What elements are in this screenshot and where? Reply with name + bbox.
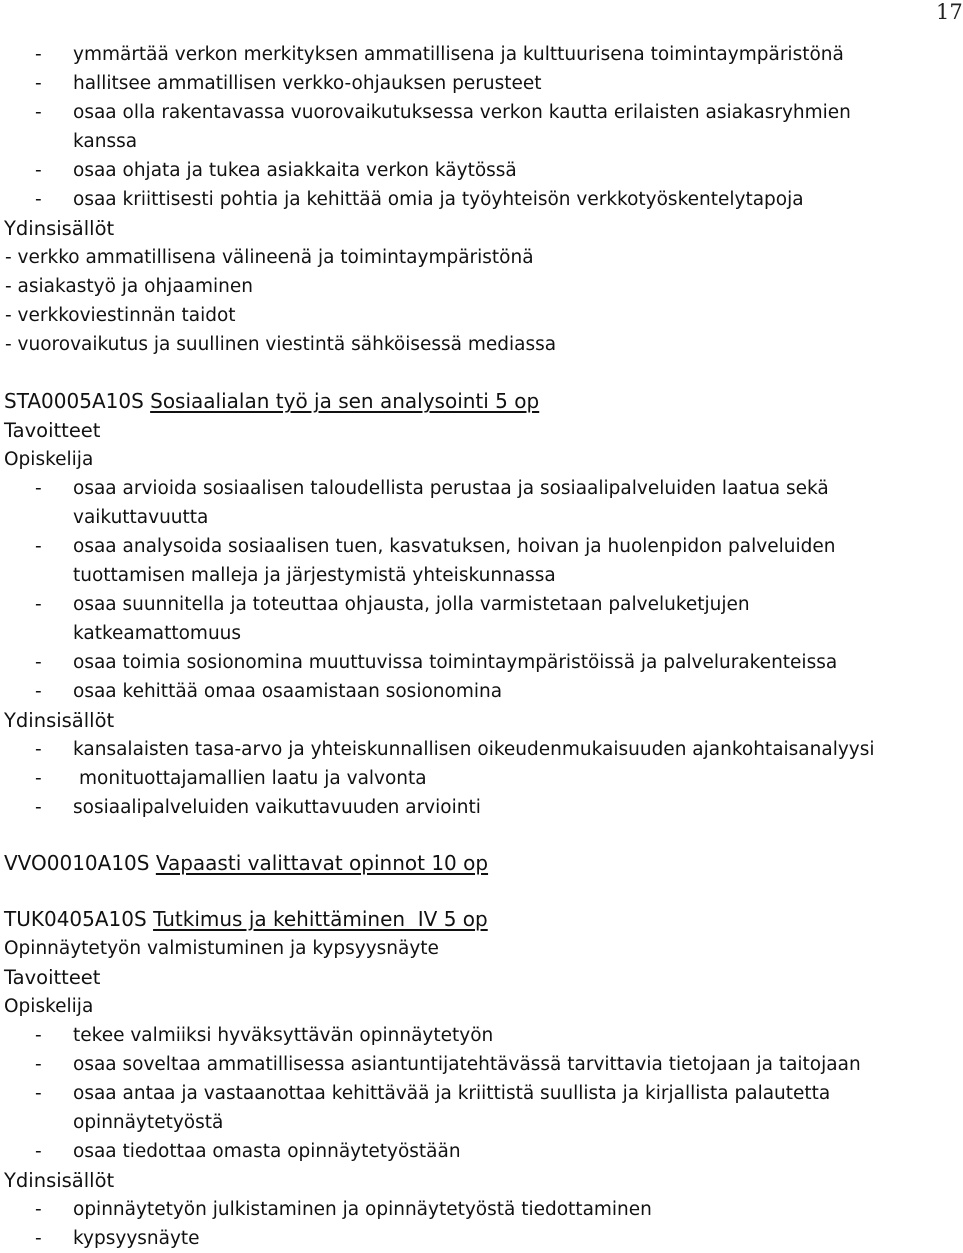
list-item: - kypsyysnäyte [35,1228,200,1249]
list-item: - ymmärtää verkon merkityksen ammatillisena ja kulttuurisena toimintaympäristönä [35,44,844,65]
list-item: - osaa antaa ja vastaanottaa kehittävää ja kriittistä suullista ja kirjallista palautetta opinnäytetyöstä [35,1083,831,1133]
list-item: - opinnäytetyön julkistaminen ja opinnäytetyöstä tiedottaminen [35,1199,652,1220]
list-item: - osaa toimia sosionomina muuttuvissa toimintaympäristöissä ja palvelurakenteissa [35,652,838,673]
list-item: - sosiaalipalveluiden vaikuttavuuden arviointi [35,797,481,818]
list-item: - osaa olla rakentavassa vuorovaikutuksessa verkon kautta erilaisten asiakasryhmien kanssa [35,102,851,152]
course-title: Tutkimus ja kehittäminen IV 5 op [153,907,488,931]
list-item: - osaa kehittää omaa osaamistaan sosionomina [35,681,503,702]
list-item: - tekee valmiiksi hyväksyttävän opinnäytetyön [35,1025,494,1046]
course-code: TUK0405A10S [4,907,147,931]
section-heading: Tavoitteet [4,419,101,442]
section-heading: Tavoitteet [4,966,101,989]
course-header [4,849,954,878]
course-header [4,387,954,416]
document-body [4,40,954,1253]
list-item: - osaa soveltaa ammatillisessa asiantuntijatehtävässä tarvittavia tietojaan ja taitojaan [35,1054,861,1075]
course-title: Sosiaalialan työ ja sen analysointi 5 op [150,389,540,413]
list-item: - osaa tiedottaa omasta opinnäytetyöstään [35,1141,461,1162]
list-item: - osaa kriittisesti pohtia ja kehittää omia ja työyhteisön verkkotyöskentelytapoja [35,189,804,210]
list-item: - kansalaisten tasa-arvo ja yhteiskunnallisen oikeudenmukaisuuden ajankohtaisanalyysi [35,739,875,760]
list-item: - osaa arvioida sosiaalisen taloudellista perustaa ja sosiaalipalveluiden laatua sekä vaikuttavuutta [35,478,829,528]
course-header [4,905,954,934]
student-label: Opiskelija [4,996,94,1017]
list-item: - osaa ohjata ja tukea asiakkaita verkon käytössä [35,160,517,181]
list-item: - vuorovaikutus ja suullinen viestintä sähköisessä mediassa [5,334,557,355]
student-label: Opiskelija [4,449,94,470]
list-item: - osaa suunnitella ja toteuttaa ohjausta, jolla varmistetaan palveluketjujen katkeamattomuus [35,594,750,644]
course-code: STA0005A10S [4,389,144,413]
section-heading: Ydinsisällöt [4,217,115,240]
section-heading: Ydinsisällöt [4,709,115,732]
section-heading: Ydinsisällöt [4,1169,115,1192]
list-item: - osaa analysoida sosiaalisen tuen, kasvatuksen, hoivan ja huolenpidon palveluiden tuottamisen malleja ja järjestymistä yhteiskunnassa [35,536,836,586]
list-item: - hallitsee ammatillisen verkko-ohjauksen perusteet [35,73,542,94]
list-item: - verkko ammatillisena välineenä ja toimintaympäristönä [5,247,534,268]
page-number: 17 [936,0,963,24]
course-code: VVO0010A10S [4,851,150,875]
course-title: Vapaasti valittavat opinnot 10 op [155,851,489,875]
list-item: - verkkoviestinnän taidot [5,305,236,326]
list-item: - asiakastyö ja ohjaaminen [5,276,253,297]
course-subtitle: Opinnäytetyön valmistuminen ja kypsyysnäyte [4,938,439,959]
list-item: - monituottajamallien laatu ja valvonta [35,768,427,789]
